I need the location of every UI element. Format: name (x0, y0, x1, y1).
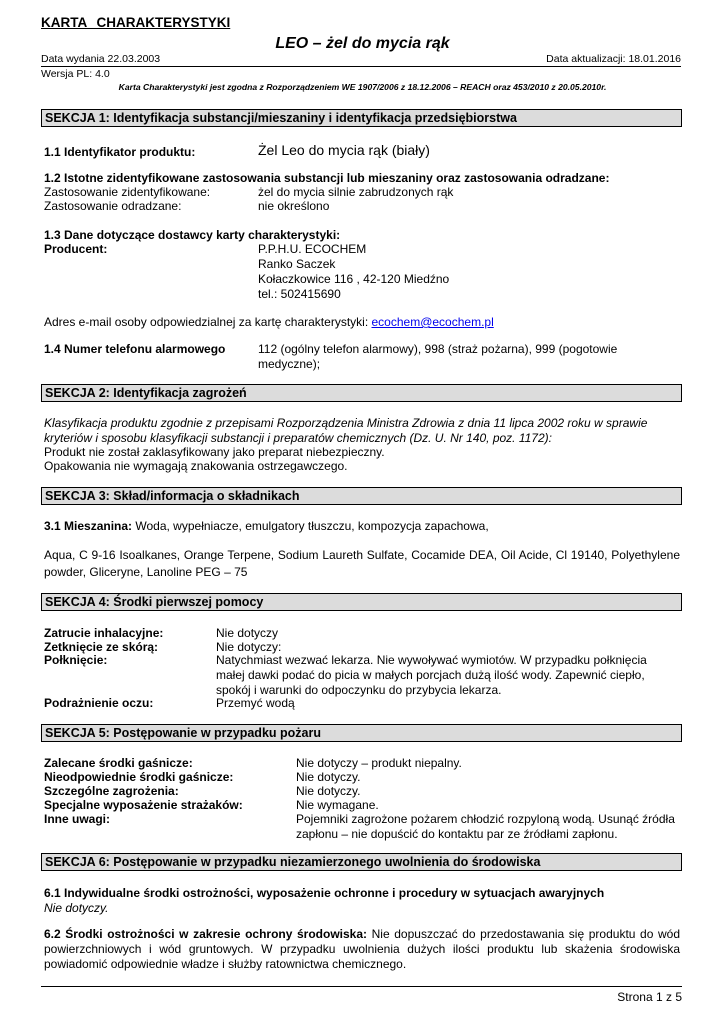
uses-identified-value: żel do mycia silnie zabrudzonych rąk (258, 185, 454, 199)
classification-text: Klasyfikacja produktu zgodnie z przepisami Rozporządzenia Ministra Zdrowia z dnia 11 lipca 2002 roku w sprawie kryteriów i sposobu klasyfikacji substancji i preparatów chemicznych (Dz. U. Nr 140, poz. 1172): (44, 416, 648, 445)
producer-phone: tel.: 502415690 (258, 287, 341, 301)
environment-value: Nie dopuszczać do przedostawania się produktu do wód powierzchniowych i wód gruntowych. W przypadku uwolnienia dużych ilości produktu lub skażenia środowiska powiadomić odpowiednie władze i służby ratownictwa chemicznego. (44, 927, 681, 971)
fire-row-4-value: Nie wymagane. (296, 798, 379, 812)
swallowing-value: Natychmiast wezwać lekarza. Nie wywoływać wymiotów. W przypadku połknięcia małej dawki podać do picia w małych porcjach dużą ilość wody. Zapewnić ciepło, spokój i warunki do odpoczynku do przybycia lekarza. (216, 653, 647, 697)
fire-row-3-value: Nie dotyczy. (296, 784, 361, 798)
mixture-value: Woda, wypełniacze, emulgatory tłuszczu, kompozycja zapachowa, (135, 519, 489, 533)
uses-advised-label: Zastosowanie odradzane: (44, 199, 182, 213)
emergency-value: 112 (ogólny telefon alarmowy), 998 (straż pożarna), 999 (pogotowie medyczne); (258, 342, 618, 371)
fire-row-4-label: Specjalne wyposażenie strażaków: (44, 798, 243, 812)
producer-name: P.P.H.U. ECOCHEM (258, 242, 367, 256)
fire-row-5-label: Inne uwagi: (44, 812, 110, 826)
section-2-title: SEKCJA 2: Identyfikacja zagrożeń (41, 384, 682, 402)
emergency-label: 1.4 Numer telefonu alarmowego (44, 342, 226, 356)
footer-divider (41, 986, 682, 987)
section-4-title: SEKCJA 4: Środki pierwszej pomocy (41, 593, 682, 611)
fire-row-1-value: Nie dotyczy – produkt niepalny. (296, 756, 462, 770)
product-id-value: Żel Leo do mycia rąk (biały) (258, 142, 430, 158)
producer-person: Ranko Saczek (258, 257, 336, 271)
inhalation-value: Nie dotyczy (216, 626, 279, 640)
no-labelling-text: Opakowania nie wymagają znakowania ostrzegawczego. (44, 459, 348, 473)
meta-line (41, 53, 681, 67)
mixture-label: 3.1 Mieszanina: (44, 519, 133, 533)
inhalation-label: Zatrucie inhalacyjne: (44, 626, 164, 640)
fire-row-3-label: Szczególne zagrożenia: (44, 784, 179, 798)
fire-row-2-label: Nieodpowiednie środki gaśnicze: (44, 770, 234, 784)
not-classified-text: Produkt nie został zaklasyfikowany jako preparat niebezpieczny. (44, 445, 385, 459)
environment-paragraph (44, 927, 680, 972)
product-id-label: 1.1 Identyfikator produktu: (44, 145, 196, 159)
compliance-note: Karta Charakterystyki jest zgodna z Rozporządzeniem WE 1907/2006 z 18.12.2006 – REACH oraz 453/2010 z 20.05.2010r. (118, 82, 607, 92)
skin-contact-label: Zetknięcie ze skórą: (44, 640, 159, 654)
page-number: Strona 1 z 5 (617, 990, 682, 1004)
email-line (44, 315, 494, 329)
producer-address: Kołaczkowice 116 , 42-120 Miedźno (258, 272, 450, 286)
supplier-heading: 1.3 Dane dotyczące dostawcy karty charakterystyki: (44, 228, 341, 242)
section-6-title: SEKCJA 6: Postępowanie w przypadku niezamierzonego uwolnienia do środowiska (41, 853, 682, 871)
update-date: Data aktualizacji: 18.01.2016 (546, 53, 681, 65)
skin-contact-value: Nie dotyczy: (216, 640, 282, 654)
producer-label: Producent: (44, 242, 108, 256)
precautions-heading: 6.1 Indywidualne środki ostrożności, wyposażenie ochronne i procedury w sytuacjach awaryjnych (44, 886, 605, 900)
ingredients-text: Aqua, C 9-16 Isoalkanes, Orange Terpene, Sodium Laureth Sulfate, Cocamide DEA, Oil Acide, Cl 19140, Polyethylene powder, Gliceryne, Lanoline PEG – 75 (44, 548, 680, 579)
product-title: LEO – żel do mycia rąk (275, 35, 450, 52)
version: Wersja PL: 4.0 (41, 68, 110, 80)
uses-advised-value: nie określono (258, 199, 330, 213)
uses-heading: 1.2 Istotne zidentyfikowane zastosowania substancji lub mieszaniny oraz zastosowania odradzane: (44, 171, 610, 185)
fire-row-2-value: Nie dotyczy. (296, 770, 361, 784)
document-label: KARTA CHARAKTERYSTYKI (41, 15, 231, 30)
precautions-value: Nie dotyczy. (44, 901, 109, 915)
section-3-title: SEKCJA 3: Skład/informacja o składnikach (41, 487, 682, 505)
fire-row-1-label: Zalecane środki gaśnicze: (44, 756, 193, 770)
issue-date: Data wydania 22.03.2003 (41, 53, 161, 65)
swallowing-label: Połknięcie: (44, 653, 108, 667)
section-1-title: SEKCJA 1: Identyfikacja substancji/mieszaniny i identyfikacja przedsiębiorstwa (41, 109, 682, 127)
uses-identified-label: Zastosowanie zidentyfikowane: (44, 185, 211, 199)
email-link[interactable]: ecochem@ecochem.pl (371, 315, 494, 329)
eye-irritation-value: Przemyć wodą (216, 696, 295, 710)
email-label: Adres e-mail osoby odpowiedzialnej za kartę charakterystyki: (44, 315, 369, 329)
environment-heading: 6.2 Środki ostrożności w zakresie ochrony środowiska: (44, 927, 368, 941)
eye-irritation-label: Podrażnienie oczu: (44, 696, 154, 710)
fire-row-5-value: Pojemniki zagrożone pożarem chłodzić rozpyloną wodą. Usunąć źródła zapłonu – nie dopuścić do kontaktu par ze źródłami zapłonu. (296, 812, 675, 841)
section-5-title: SEKCJA 5: Postępowanie w przypadku pożaru (41, 724, 682, 742)
mixture-line (44, 519, 489, 533)
